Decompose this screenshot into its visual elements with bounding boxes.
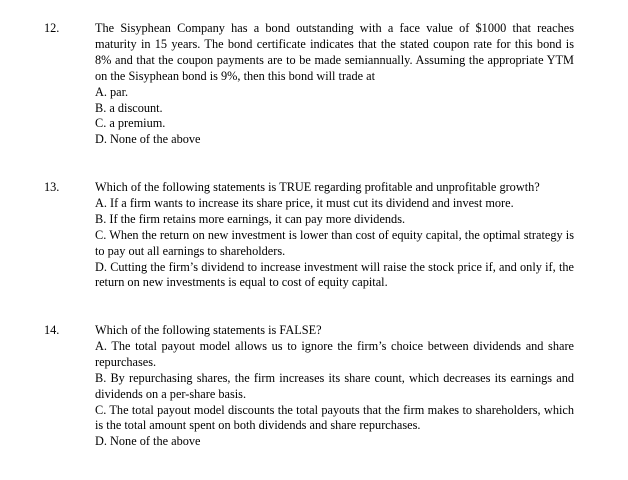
answer-option-b: B. a discount.: [95, 100, 163, 115]
answer-option-d: D. None of the above: [95, 132, 201, 147]
answer-option-a: A. The total payout model allows us to ignore the firm’s choice between dividends and share repurchases.: [95, 338, 574, 369]
answer-option-b: B. By repurchasing shares, the firm increases its share count, which decreases its earnings and dividends on a per-share basis.: [95, 370, 574, 401]
question-number: 12.: [44, 21, 60, 35]
answer-option-a: A. par.: [95, 84, 129, 99]
answer-option-c: C. The total payout model discounts the total payouts that the firm makes to shareholders, which is the total amount spent on both dividends and share repurchases.: [95, 402, 574, 433]
answer-option-c: C. When the return on new investment is lower than cost of equity capital, the optimal strategy is to pay out all earnings to shareholders.: [95, 227, 574, 258]
answer-option-d: D. Cutting the firm’s dividend to increase investment will raise the stock price if, and only if, the return on new investments is equal to cost of equity capital.: [95, 259, 574, 290]
answer-option-a: A. If a firm wants to increase its share price, it must cut its dividend and invest more.: [95, 195, 514, 210]
question-stem: Which of the following statements is FALSE?: [95, 323, 322, 337]
question-stem: The Sisyphean Company has a bond outstanding with a face value of $1000 that reaches maturity in 15 years. The bond certificate indicates that the stated coupon rate for this bond is 8% and that the coupon payments are to be made semiannually. Assuming the appropriate YTM on the Sisyphean bond is 9%, then this bond will trade at: [95, 21, 574, 83]
question-body: [95, 323, 574, 450]
question-number: 14.: [44, 323, 60, 337]
question-body: [95, 21, 574, 148]
question-number: 13.: [44, 180, 60, 194]
answer-option-c: C. a premium.: [95, 116, 166, 131]
answer-option-d: D. None of the above: [95, 434, 201, 449]
question-stem: Which of the following statements is TRUE regarding profitable and unprofitable growth?: [95, 180, 540, 194]
question-body: [95, 180, 574, 291]
answer-option-b: B. If the firm retains more earnings, it can pay more dividends.: [95, 211, 406, 226]
